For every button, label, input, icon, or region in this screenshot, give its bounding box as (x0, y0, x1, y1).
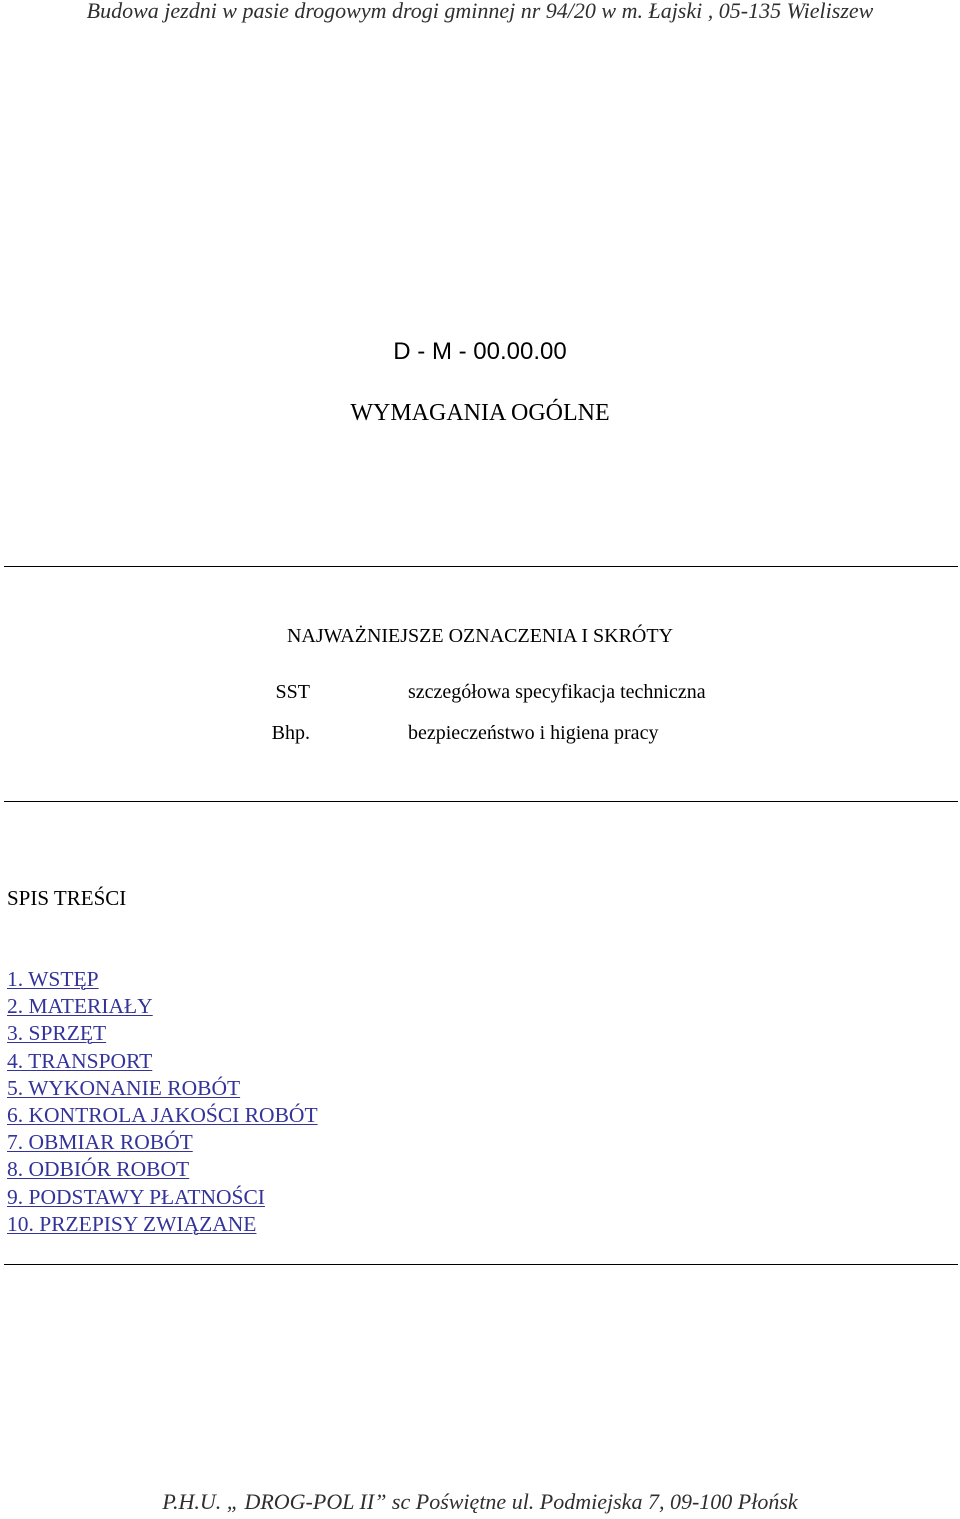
abbreviation-row (0, 681, 960, 707)
toc-item (7, 1020, 318, 1047)
toc-heading: SPIS TREŚCI (7, 886, 127, 910)
abbreviations-heading: NAJWAŻNIEJSZE OZNACZENIA I SKRÓTY (286, 625, 674, 647)
toc-item (7, 1075, 318, 1102)
toc-link-acceptance[interactable]: 8. ODBIÓR ROBOT (7, 1157, 190, 1182)
toc-item (7, 1048, 318, 1075)
document-title: WYMAGANIA OGÓLNE (350, 400, 610, 426)
abbreviation-row (0, 722, 960, 748)
toc-item (7, 1129, 318, 1156)
horizontal-divider (4, 566, 958, 567)
abbreviation-value: szczegółowa specyfikacja techniczna (408, 681, 706, 703)
abbreviation-key: Bhp. (271, 722, 310, 744)
toc-item (7, 1184, 318, 1211)
horizontal-divider (4, 1264, 958, 1265)
toc-link-execution[interactable]: 5. WYKONANIE ROBÓT (7, 1075, 241, 1100)
page-header: Budowa jezdni w pasie drogowym drogi gminnej nr 94/20 w m. Łajski , 05-135 Wieliszew (86, 0, 874, 23)
toc-item (7, 993, 318, 1020)
toc-link-transport[interactable]: 4. TRANSPORT (7, 1048, 153, 1073)
abbreviation-key: SST (275, 681, 310, 703)
abbreviation-value: bezpieczeństwo i higiena pracy (408, 722, 659, 744)
toc-link-quality-control[interactable]: 6. KONTROLA JAKOŚCI ROBÓT (7, 1102, 318, 1127)
page-footer: P.H.U. „ DROG-POL II” sc Poświętne ul. Podmiejska 7, 09-100 Płońsk (162, 1489, 798, 1514)
toc-item (7, 1102, 318, 1129)
toc-link-introduction[interactable]: 1. WSTĘP (7, 967, 99, 991)
document-code: D - M - 00.00.00 (393, 338, 567, 365)
toc-item (7, 1211, 318, 1238)
toc-item (7, 966, 318, 993)
table-of-contents (7, 966, 318, 1238)
toc-item (7, 1156, 318, 1183)
horizontal-divider (4, 801, 958, 802)
toc-link-related-regulations[interactable]: 10. PRZEPISY ZWIĄZANE (7, 1211, 257, 1236)
toc-link-measurement[interactable]: 7. OBMIAR ROBÓT (7, 1130, 193, 1155)
toc-link-materials[interactable]: 2. MATERIAŁY (7, 994, 153, 1019)
toc-link-payment-basis[interactable]: 9. PODSTAWY PŁATNOŚCI (7, 1184, 265, 1209)
toc-link-equipment[interactable]: 3. SPRZĘT (7, 1021, 107, 1046)
